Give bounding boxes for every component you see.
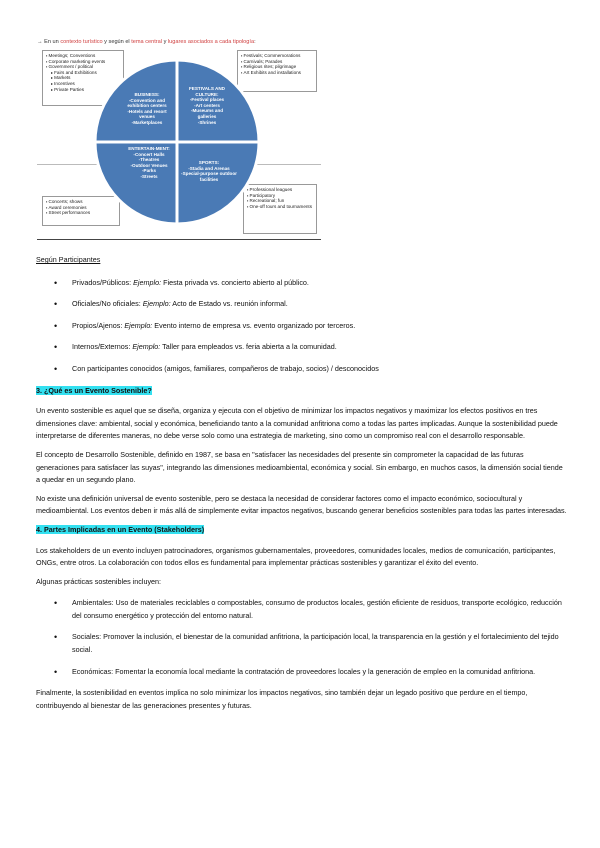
circle-quadrants <box>95 60 259 224</box>
quadrant-item: - Hotels and resort venues <box>121 109 173 120</box>
box-item: ▪ Recreational; fun <box>247 198 313 204</box>
list-item <box>54 298 568 311</box>
caption-mid: y según el <box>102 39 132 45</box>
list-item <box>54 363 568 376</box>
heading-evento-sostenible: 3. ¿Qué es un Evento Sostenible? <box>36 385 152 395</box>
practicas-list <box>54 597 568 678</box>
item-text: Taller para empleados vs. feria abierta a la comunidad. <box>160 342 337 352</box>
box-item: ▪ Corporate marketing events <box>46 59 120 65</box>
item-label: Propios/Ajenos: <box>72 320 125 330</box>
item-label: Con participantes conocidos (amigos, familiares, compañeros de trabajo, socios) / desconocidos <box>72 363 379 373</box>
box-subitem: ▸ Private Parties <box>46 87 120 93</box>
item-label: Oficiales/No oficiales: <box>72 299 143 309</box>
event-typology-figure <box>37 36 321 244</box>
quadrant-item: - Special-purpose outdoor facilities <box>181 171 237 182</box>
paragraph: Algunas prácticas sostenibles incluyen: <box>36 576 162 586</box>
item-example-label: Ejemplo: <box>142 299 171 309</box>
box-item: ▪ Festivals; Commemorations <box>241 53 313 59</box>
item-text: Fomentar la economía local mediante la contratación de proveedores locales y la generación de empleo en la comunidad anfitriona. <box>115 666 536 676</box>
caption-prefix: → En un <box>37 39 61 45</box>
list-item <box>54 666 568 679</box>
box-item: ▪ Meetings; Conventions <box>46 53 120 59</box>
box-item: ▪ Concerts; shows <box>46 199 116 205</box>
box-item: ▪ Carnivals; Parades <box>241 59 313 65</box>
quadrant-item: - Concert Halls <box>125 152 173 158</box>
participantes-list <box>54 277 568 376</box>
item-example-label: Ejemplo: <box>133 277 162 287</box>
list-item <box>54 320 568 333</box>
item-text: Acto de Estado vs. reunión informal. <box>170 299 288 309</box>
quadrant-business-label <box>121 92 173 126</box>
quadrant-title: BUSINESS: <box>134 92 160 97</box>
quadrant-item: - Convention and exhibition centers <box>121 98 173 109</box>
list-item <box>54 631 568 656</box>
item-text: Evento interno de empresa vs. evento organizado por terceros. <box>152 320 356 330</box>
figure-bottom-rule <box>37 239 321 240</box>
box-subitem: ▸ Incentives <box>46 81 120 87</box>
paragraph: Los stakeholders de un evento incluyen patrocinadores, organismos gubernamentales, proveedores, comunidades locales, medios de comunicación, participantes, ONGs, entre otros. La colaboración con todos ellos es fundamental para implementar prácticas sostenibles y garantizar el éxito del evento. <box>36 545 556 568</box>
paragraph: Un evento sostenible es aquel que se diseña, organiza y ejecuta con el objetivo de minimizar los impactos negativos y maximizar los efectos positivos en tres dimensiones clave: ambiental, social y económica, beneficiando tanto a la comunidad anfitriona como a todas las partes implicadas. Aunque la sostenibilidad puede interpretarse de diferentes maneras, no debe verse solo como una estrategia de marketing, sino como un compromiso real con el desarrollo responsable. <box>36 406 558 441</box>
box-item: ▪ Award ceremonies <box>46 205 116 211</box>
box-item: ▪ Religious rites; pilgrimage <box>241 64 313 70</box>
item-label: Sociales: <box>72 632 104 642</box>
caption-highlight-2: tema central <box>131 39 163 45</box>
item-text: Fiesta privada vs. concierto abierto al público. <box>161 277 309 287</box>
heading-segun-participantes: Según Participantes <box>36 255 101 264</box>
list-item <box>54 597 568 622</box>
quadrant-title: FESTIVALS AND CULTURE: <box>189 86 225 97</box>
item-example-label: Ejemplo: <box>124 320 153 330</box>
box-item: ▪ Street performances <box>46 210 116 216</box>
box-subitem: ▸ Fairs and Exhibitions <box>46 70 120 76</box>
document-body <box>36 254 568 718</box>
box-item: ▪ Art Exhibits and installations <box>241 70 313 76</box>
quadrant-item: - Theatres <box>125 157 173 163</box>
quadrant-item: - Festival places <box>181 97 233 103</box>
quadrant-item: - Outdoor Venues <box>125 163 173 169</box>
heading-stakeholders: 4. Partes Implicadas en un Evento (Stakeholders) <box>36 524 205 534</box>
item-text: Promover la inclusión, el bienestar de la comunidad anfitriona, la participación local, la transparencia en la gestión y el fortalecimiento del tejido social. <box>72 632 559 655</box>
quadrant-sports-label <box>181 160 237 182</box>
box-item: ▪ One-off tours and tournaments <box>247 204 313 210</box>
quadrant-item: - Parks <box>125 168 173 174</box>
paragraph: No existe una definición universal de evento sostenible, pero se destaca la necesidad de considerar factores como el impacto económico, sociocultural y medioambiental. Los eventos deben ir más allá de simplemente evitar impactos negativos, buscando generar beneficios sostenibles para todas las partes interesadas. <box>36 493 567 516</box>
box-subitem: ▸ Markets <box>46 75 120 81</box>
quadrant-entertainment-label <box>125 146 173 180</box>
item-label: Internos/Externos: <box>72 342 133 352</box>
item-text: Uso de materiales reciclables o compostables, consumo de productos locales, gestión eficiente de residuos, transporte ecológico, reducción del consumo energético y protección del entorno natural. <box>72 598 562 620</box>
item-label: Ambientales: <box>72 598 116 608</box>
caption-mid-2: y <box>162 39 168 45</box>
typology-circle <box>37 36 321 244</box>
list-item <box>54 341 568 354</box>
paragraph: Finalmente, la sostenibilidad en eventos implica no solo minimizar los impactos negativos, sino también dejar un legado positivo que perdure en el tiempo, contribuyendo al bienestar de las generaciones presentes y futuras. <box>36 688 528 710</box>
quadrant-item: - Art centers <box>181 103 233 109</box>
quadrant-item: - Shrines <box>181 120 233 126</box>
quadrant-item: - Stadia and Arenas <box>181 166 237 172</box>
item-label: Económicas: <box>72 666 116 676</box>
box-item: ▪ Professional leagues <box>247 187 313 193</box>
caption-highlight-3: lugares asociados a cada tipología <box>167 39 255 45</box>
quadrant-item: - Marketplaces <box>121 120 173 126</box>
caption-end: : <box>254 39 256 45</box>
list-item <box>54 277 568 290</box>
quadrant-sports <box>177 142 259 224</box>
quadrant-title: SPORTS: <box>198 160 220 165</box>
quadrant-item: - Streets <box>125 174 173 180</box>
paragraph: El concepto de Desarrollo Sostenible, definido en 1987, se basa en "satisfacer las necesidades del presente sin comprometer la capacidad de las futuras generaciones para satisfacer las suyas", integrando las dimensiones medioambiental, económica y social. Sin embargo, en muchos casos, la dimensión social tiende a quedar en un segundo plano. <box>36 449 563 485</box>
quadrant-title: ENTERTAIN-MENT: <box>128 146 170 151</box>
quadrant-festivals-label <box>181 86 233 125</box>
box-item: ▪ Government / political <box>46 64 120 70</box>
box-item: ▪ Participatory <box>247 193 313 199</box>
caption-highlight-1: contexto turístico <box>60 39 103 45</box>
item-label: Privados/Públicos: <box>72 277 134 287</box>
quadrant-item: - Museums and galleries <box>181 108 233 119</box>
item-example-label: Ejemplo: <box>132 342 161 352</box>
